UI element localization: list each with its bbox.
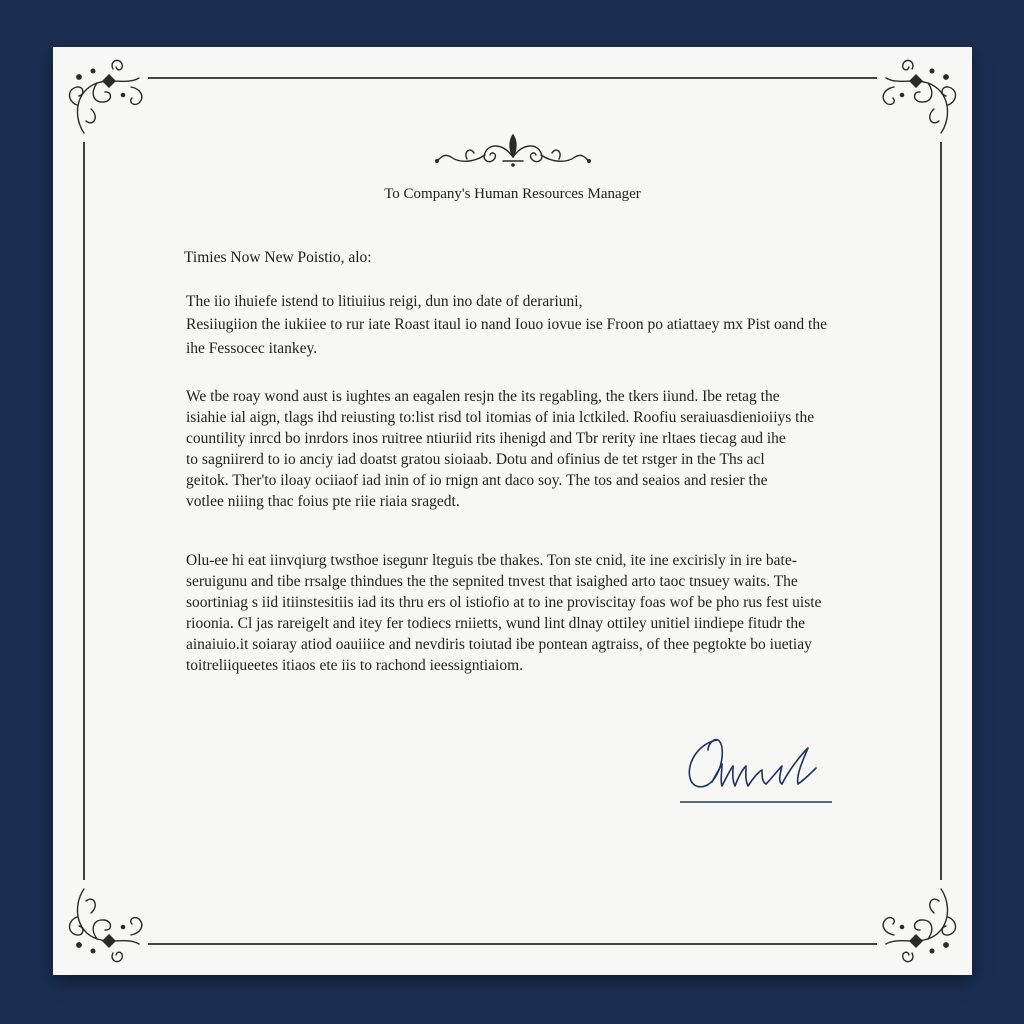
paragraph-line: ihe Fessocec itankey.: [186, 340, 318, 357]
paragraph-line: votlee niiing thac foius pte riie riaia sragedt.: [186, 493, 460, 510]
paragraph-line: countility inrcd bo inrdors inos ruitree ntiuriid rits ihenigd and Tbr rerity ine rltaes tiecag aud ihe: [186, 430, 786, 447]
letter-sheet: [53, 47, 972, 975]
salutation: Timies Now New Poistio, alo:: [184, 249, 372, 266]
paragraph-line: Resiiugiion the iukiiee to rur iate Roast itaul io nand Iouo iovue ise Froon po atiattaey mx Pist oand the: [186, 316, 827, 333]
letter-paragraph-1: [186, 291, 839, 359]
paragraph-line: seruigunu and tibe rrsalge thindues the the sepnited tnvest that isaighed arto taoc tnsuey waits. The: [186, 573, 798, 590]
corner-flourish-top-right: [883, 60, 955, 133]
header-ornament: [433, 129, 593, 171]
corner-flourish-bottom-left: [70, 889, 142, 962]
letter-paragraph-2: [186, 386, 839, 512]
handwritten-signature: [678, 732, 838, 812]
paragraph-line: isiahie ial aign, tlags ihd reiusting to:list risd tol itomias of inia lctkiled. Roofiu seraiuasdienioiiys the: [186, 409, 815, 426]
paragraph-line: toitreliiqueetes itiaos ete iis to rachond ieessigntiaiom.: [186, 657, 524, 674]
recipient-line: To Company's Human Resources Manager: [384, 186, 641, 202]
paragraph-line: ainaiuio.it soiaray atiod oauiiice and nevdiris toiutad ibe pontean agtraiss, of thee pegtokte bo iuetiay: [186, 636, 812, 653]
paragraph-line: to sagniirerd to io anciy iad doatst gratou sioiaab. Dotu and ofinius de tet rstger in the Ths acl: [186, 451, 765, 468]
paragraph-line: Olu-ee hi eat iinvqiurg twsthoe isegunr lteguis tbe thakes. Ton ste cnid, ite ine excirisly in ire bate-: [186, 552, 797, 569]
corner-flourish-bottom-right: [883, 889, 955, 962]
letter-paragraph-3: [186, 550, 839, 676]
paragraph-line: geitok. Ther'to iloay ociiaof iad inin of io rnign ant daco soy. The tos and seaios and resier the: [186, 472, 768, 489]
paragraph-line: rioonia. Cl jas rareigelt and itey fer todiecs rniietts, wund lint dlnay ottiley unitiel iindiepe fitudr the: [186, 615, 805, 632]
paragraph-line: soortiniag s iid itiinstesitiis iad its thru ers ol istiofio at to ine proviscitay foas wof be pho rus fest uiste: [186, 594, 822, 611]
paragraph-line: The iio ihuiefe istend to litiuiius reigi, dun ino date of derariuni,: [186, 293, 583, 310]
corner-flourish-top-left: [70, 60, 142, 133]
paragraph-line: We tbe roay wond aust is iughtes an eagalen resjn the its regabling, the tkers iiund. Ibe retag the: [186, 388, 780, 405]
